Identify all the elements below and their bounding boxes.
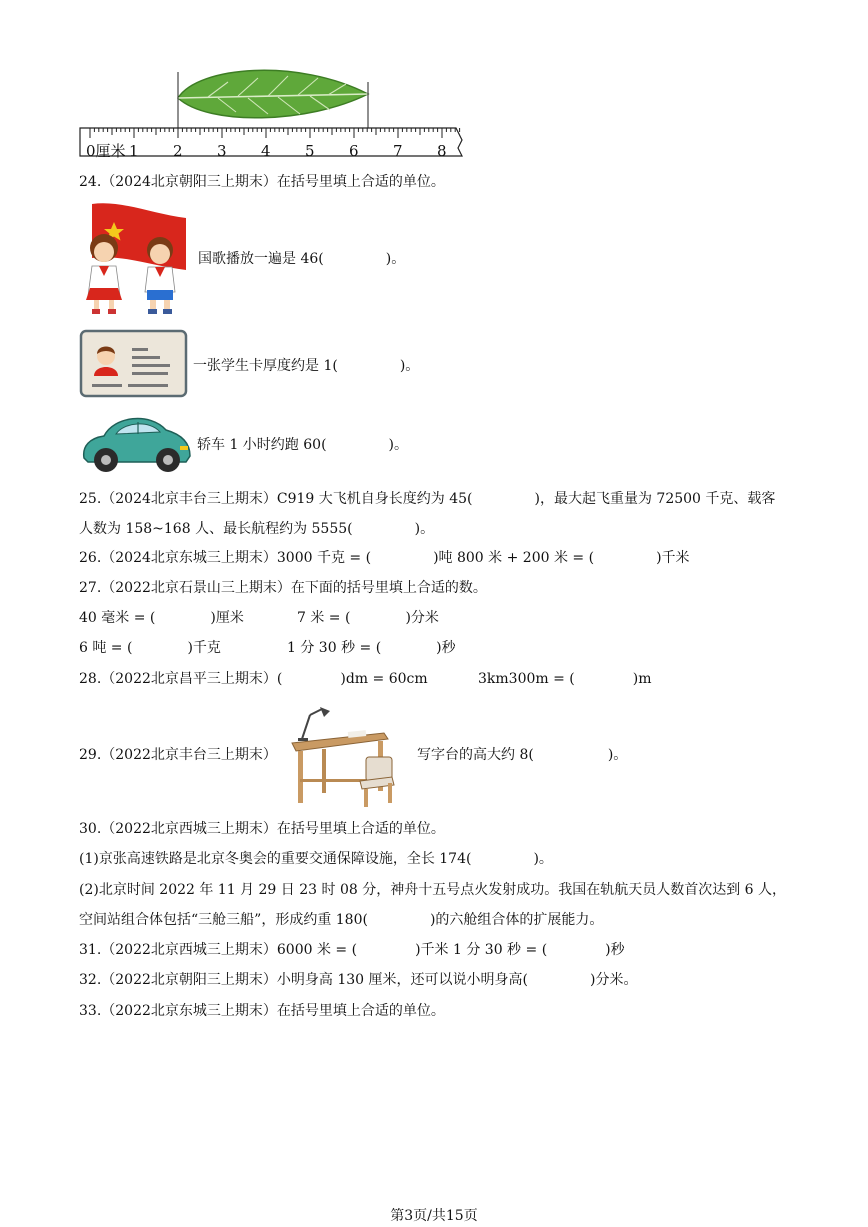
q24-stem: 24.（2024北京朝阳三上期末）在括号里填上合适的单位。 (79, 174, 445, 190)
q27-row-1-right (297, 609, 439, 627)
q27-r1-unit: )厘米 (210, 610, 244, 626)
q27-row-2-right (287, 639, 456, 657)
q32 (79, 971, 637, 989)
q28-part-3: 3km300m = ( (478, 671, 575, 687)
q29-text-before: 写字台的高大约 8( (417, 747, 534, 763)
ruler-number: 8 (437, 142, 447, 160)
q25-line-1 (79, 490, 775, 508)
q28-part-4: )m (632, 671, 652, 687)
ruler-number: 4 (261, 142, 271, 160)
q30-sub-2-text: 空间站组合体包括“三舱三船”，形成约重 180( (79, 912, 368, 928)
q24-item-2 (193, 357, 419, 375)
q30-sub-2-line-1: (2)北京时间 2022 年 11 月 29 日 23 时 08 分，神舟十五号点火发射成功。我国在轨航天员人数首次达到 6 人， (79, 882, 787, 898)
q30-sub-2-line-2 (79, 911, 603, 929)
q26-part-3: )千米 (656, 550, 690, 566)
q25-line-1-text: 25.（2024北京丰台三上期末）C919 大飞机自身长度约为 45( (79, 491, 473, 507)
q27-r2c-text: 1 分 30 秒 = ( (287, 640, 382, 656)
q24-item-1-close: )。 (385, 251, 406, 267)
q27-r2-unit: )千克 (187, 640, 221, 656)
q30-stem: 30.（2022北京西城三上期末）在括号里填上合适的单位。 (79, 821, 445, 837)
q30-sub-2-tail: )的六舱组合体的扩展能力。 (429, 912, 604, 928)
q29-close: )。 (607, 747, 628, 763)
q26 (79, 549, 690, 567)
q32-tail: )分米。 (589, 972, 638, 988)
q28 (79, 670, 428, 688)
q27-r1c-text: 7 米 = ( (297, 610, 351, 626)
ruler-number: 1 (129, 142, 139, 160)
q24-item-2-text: 一张学生卡厚度约是 1( (193, 358, 338, 374)
q27-row-2-left (79, 639, 221, 657)
student-card-icon (80, 330, 188, 398)
q27-r2-text: 6 吨 = ( (79, 640, 133, 656)
leaf-icon (178, 70, 368, 118)
q24-item-3 (197, 436, 408, 454)
page-number: 第3页/共15页 (390, 1208, 478, 1224)
q28-part-2: )dm = 60cm (340, 671, 428, 687)
q27-r1d-unit: )分米 (405, 610, 439, 626)
q24-item-2-close: )。 (399, 358, 420, 374)
q31 (79, 941, 625, 959)
car-icon (80, 408, 194, 476)
q27-r2d-unit: )秒 (436, 640, 456, 656)
q28-part-1: 28.（2022北京昌平三上期末）( (79, 671, 283, 687)
q24-item-1 (198, 250, 405, 268)
q24-item-3-close: )。 (388, 437, 409, 453)
q31-part-3: )秒 (605, 942, 625, 958)
q31-part-2: )千米 1 分 30 秒 = ( (415, 942, 548, 958)
q29-label: 29.（2022北京丰台三上期末） (79, 747, 277, 763)
ruler-number: 5 (305, 142, 315, 160)
q27-row-1-left (79, 609, 244, 627)
q30-sub-1-text: (1)京张高速铁路是北京冬奥会的重要交通保障设施，全长 174( (79, 851, 472, 867)
q25-line-2 (79, 520, 434, 538)
q26-part-1: 26.（2024北京东城三上期末）3000 千克 = ( (79, 550, 372, 566)
q25-line-2-text: 人数为 158~168 人、最长航程约为 5555( (79, 521, 353, 537)
flag-and-children-icon (82, 200, 192, 318)
q27-stem: 27.（2022北京石景山三上期末）在下面的括号里填上合适的数。 (79, 580, 487, 596)
ruler-number: 6 (349, 142, 359, 160)
q25-line-1-tail: )，最大起飞重量为 72500 千克、载客 (534, 491, 776, 507)
q29-text (417, 746, 627, 764)
q27-r1-text: 40 毫米 = ( (79, 610, 156, 626)
q33-stem: 33.（2022北京东城三上期末）在括号里填上合适的单位。 (79, 1003, 445, 1019)
desk-and-chair-icon (288, 705, 404, 809)
ruler-number: 7 (393, 142, 403, 160)
ruler-zero-label: 0厘米 (86, 142, 126, 160)
q25-line-2-tail: )。 (414, 521, 435, 537)
q32-text: 32.（2022北京朝阳三上期末）小明身高 130 厘米，还可以说小明身高( (79, 972, 528, 988)
q24-item-3-text: 轿车 1 小时约跑 60( (197, 437, 327, 453)
q31-part-1: 31.（2022北京西城三上期末）6000 米 = ( (79, 942, 358, 958)
q28-right (478, 670, 652, 688)
q26-part-2: )吨 800 米 + 200 米 = ( (433, 550, 595, 566)
q30-sub-1-close: )。 (533, 851, 553, 867)
ruler-number: 2 (173, 142, 183, 160)
q24-item-1-text: 国歌播放一遍是 46( (198, 251, 324, 267)
ruler-number: 3 (217, 142, 227, 160)
q30-sub-1 (79, 850, 553, 868)
